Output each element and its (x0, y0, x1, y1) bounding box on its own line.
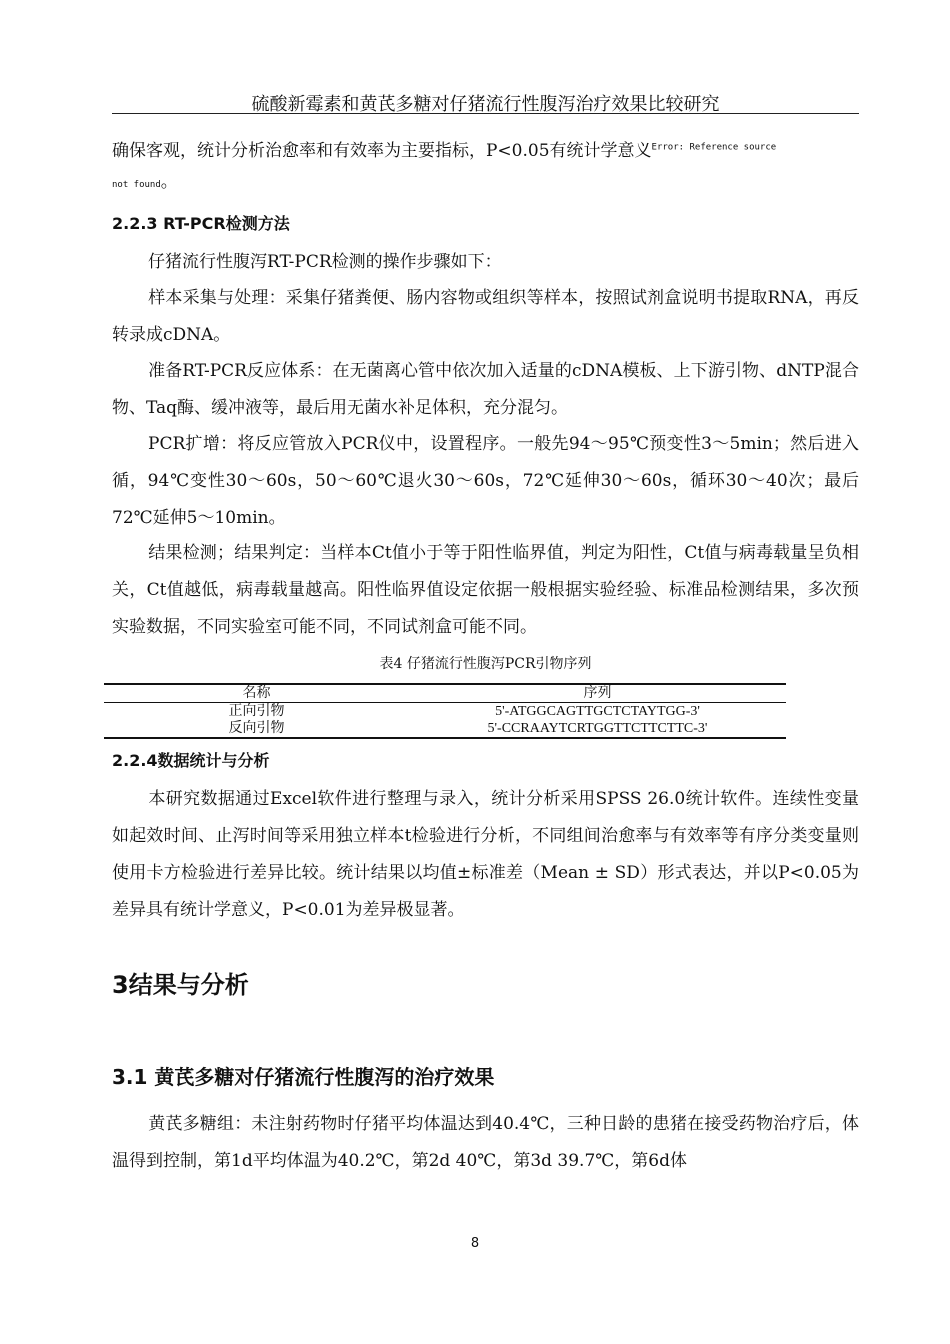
table-row (104, 720, 786, 738)
reference-error-a: Error: Reference source (651, 142, 777, 153)
paragraph-reaction-system (112, 353, 859, 427)
header-rule (112, 113, 859, 114)
paragraph-text: PCR扩增：将反应管放入PCR仪中，设置程序。一般先94～95℃预变性3～5min；然后进入循，94℃变性30～60s，50～60℃退火30～60s，72℃延伸30～60s，循环30～40次；最后72℃延伸5～10min。 (112, 434, 859, 528)
paragraph-text: 本研究数据通过Excel软件进行整理与录入，统计分析采用SPSS 26.0统计软件。连续性变量如起效时间、止泻时间等采用独立样本t检验进行分析，不同组间治愈率与有效率等有序分类变量则使用卡方检验进行差异比较。统计结果以均值±标准差（Mean ± SD）形式表达，并以P<0.05为差异具有统计学意义，P<0.01为差异极显著。 (112, 789, 859, 920)
paragraph-astragalus-group (112, 1106, 859, 1180)
primer-name: 反向引物 (104, 720, 409, 738)
paragraph-result-detection (112, 535, 859, 646)
paragraph-text: 样本采集与处理：采集仔猪粪便、肠内容物或组织等样本，按照试剂盒说明书提取RNA，再反转录成cDNA。 (112, 288, 859, 345)
paragraph-sample-collection (112, 280, 859, 354)
paragraph-text: 黄芪多糖组：未注射药物时仔猪平均体温达到40.4℃，三种日龄的患猪在接受药物治疗后，体温得到控制，第1d平均体温为40.2℃，第2d 40℃，第3d 39.7℃，第6d体 (112, 1114, 859, 1171)
primer-name: 正向引物 (228, 703, 285, 719)
section-heading-3: 3结果与分析 (112, 971, 249, 999)
column-header-sequence: 序列 (409, 684, 786, 703)
continuation-text: 确保客观，统计分析治愈率和有效率为主要指标，P<0.05有统计学意义 (112, 141, 652, 161)
table-header-row (104, 684, 786, 703)
paragraph-statistics (112, 781, 859, 929)
reference-error-line (112, 172, 178, 195)
column-header-name: 名称 (104, 684, 409, 703)
section-heading-3-1: 3.1 黄芪多糖对仔猪流行性腹泻的治疗效果 (112, 1065, 495, 1089)
paragraph-pcr-amplification (112, 426, 859, 537)
running-header: 硫酸新霉素和黄芪多糖对仔猪流行性腹泻治疗效果比较研究 (251, 94, 720, 115)
section-heading-2-2-4: 2.2.4数据统计与分析 (112, 751, 270, 770)
continuation-paragraph (112, 133, 859, 170)
section-heading-2-2-3: 2.2.3 RT-PCR检测方法 (112, 214, 290, 233)
primer-sequence: 5'-CCRAAYTCRTGGTTCTTCTTC-3' (409, 720, 786, 738)
table-caption: 表4 仔猪流行性腹泻PCR引物序列 (379, 656, 592, 672)
paragraph-text: 仔猪流行性腹泻RT-PCR检测的操作步骤如下： (148, 252, 502, 272)
paragraph-text: 准备RT-PCR反应体系：在无菌离心管中依次加入适量的cDNA模板、上下游引物、dNTP混合物、Taq酶、缓冲液等，最后用无菌水补足体积，充分混匀。 (112, 361, 859, 418)
primer-sequence: 5'-ATGGCAGTTGCTCTAYTGG-3' (495, 704, 700, 719)
table-row (104, 703, 786, 721)
paragraph-steps-intro (112, 244, 859, 281)
reference-error-b: not found (112, 180, 161, 190)
end-mark: 。 (160, 172, 178, 192)
primer-table (104, 683, 786, 739)
paragraph-text: 结果检测；结果判定：当样本Ct值小于等于阳性临界值，判定为阳性，Ct值与病毒载量呈负相关，Ct值越低，病毒载量越高。阳性临界值设定依据一般根据实验经验、标准品检测结果，多次预实验数据，不同实验室可能不同，不同试剂盒可能不同。 (112, 543, 859, 637)
page-number: 8 (470, 1236, 480, 1251)
